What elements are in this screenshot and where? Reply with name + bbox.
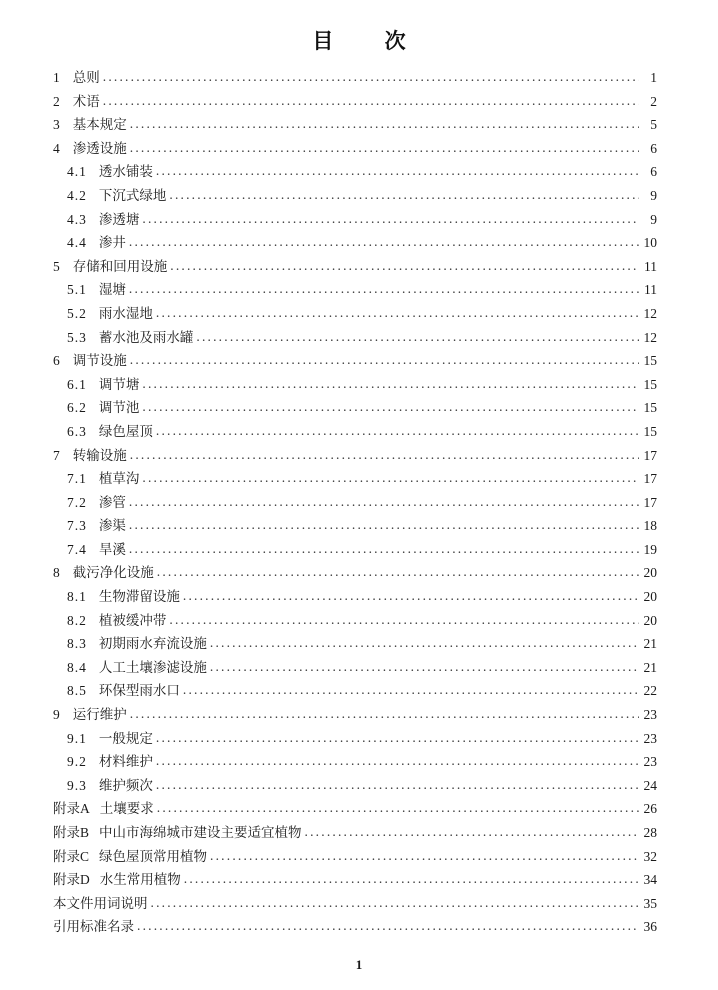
toc-entry-number: 附录A: [53, 801, 90, 817]
toc-entry-title: 环保型雨水口: [98, 683, 180, 700]
toc-entry-page: 15: [643, 376, 657, 392]
toc-entry-title: 渗渠: [98, 518, 126, 535]
toc-entry-page: 18: [643, 518, 657, 534]
toc-entry[interactable]: [53, 727, 657, 751]
dot-leader: [103, 89, 639, 113]
toc-entry-number: 8.4: [67, 659, 87, 675]
toc-entry-page: 20: [643, 589, 657, 605]
toc-entry-title: 调节塘: [98, 376, 140, 393]
toc-entry[interactable]: [53, 467, 657, 491]
toc-entry-number: 5.3: [67, 329, 87, 345]
toc-entry-number: 4.2: [67, 187, 87, 203]
dot-leader: [156, 726, 639, 750]
dot-leader: [169, 608, 639, 632]
toc-entry-title: 存储和回用设施: [72, 258, 168, 275]
toc-entry-page: 24: [643, 777, 657, 793]
toc-entry-title: 术语: [72, 93, 100, 110]
toc-entry-page: 21: [643, 636, 657, 652]
toc-entry-page: 23: [643, 707, 657, 723]
toc-entry-page: 11: [644, 282, 657, 298]
toc-entry[interactable]: [53, 538, 657, 562]
toc-entry[interactable]: [53, 66, 657, 90]
dot-leader: [210, 631, 639, 655]
toc-entry-number: 7.3: [67, 518, 87, 534]
toc-entry-title: 湿塘: [98, 282, 126, 299]
toc-entry-page: 5: [650, 117, 657, 133]
toc-entry-number: 8.1: [67, 589, 87, 605]
toc-entry-title: 生物滞留设施: [98, 589, 180, 606]
dot-leader: [170, 254, 639, 278]
toc-entry-title: 基本规定: [72, 117, 127, 134]
toc-entry[interactable]: [53, 373, 657, 397]
dot-leader: [142, 372, 639, 396]
toc-entry-number: 4: [53, 140, 61, 156]
toc-entry-number: 9.2: [67, 754, 87, 770]
toc-entry-number: 4.3: [67, 211, 87, 227]
dot-leader: [157, 796, 639, 820]
toc-entry-title: 透水铺装: [98, 164, 153, 181]
toc-entry-page: 26: [643, 801, 657, 817]
dot-leader: [210, 655, 639, 679]
toc-entry[interactable]: [53, 514, 657, 538]
toc-entry-title: 蓄水池及雨水罐: [98, 329, 194, 346]
toc-entry[interactable]: [53, 750, 657, 774]
toc-entry-number: 8: [53, 565, 61, 581]
toc-entry-number: 附录D: [53, 872, 90, 888]
toc-entry-title: 调节池: [98, 400, 140, 417]
toc-entry[interactable]: [53, 491, 657, 515]
toc-entry-page: 22: [643, 683, 657, 699]
toc-entry-page: 10: [643, 235, 657, 251]
dot-leader: [183, 584, 639, 608]
toc-entry-title: 初期雨水弃流设施: [98, 636, 207, 653]
toc-entry-page: 20: [643, 565, 657, 581]
toc-entry[interactable]: [53, 845, 657, 869]
dot-leader: [129, 230, 639, 254]
dot-leader: [103, 65, 639, 89]
dot-leader: [137, 914, 639, 938]
toc-entry-number: 8.5: [67, 683, 87, 699]
toc-entry-page: 12: [643, 305, 657, 321]
toc-entry-number: 9: [53, 707, 61, 723]
dot-leader: [157, 560, 639, 584]
toc-entry[interactable]: [53, 679, 657, 703]
toc-entry-page: 9: [650, 187, 657, 203]
toc-entry-number: 5: [53, 258, 61, 274]
toc-entry-number: 9.1: [67, 730, 87, 746]
toc-entry-number: 5.1: [67, 282, 87, 298]
toc-entry-page: 23: [643, 754, 657, 770]
dot-leader: [156, 159, 639, 183]
dot-leader: [142, 395, 639, 419]
toc-entry-title: 雨水湿地: [98, 305, 153, 322]
dot-leader: [156, 773, 639, 797]
dot-leader: [129, 537, 639, 561]
toc-entry[interactable]: [53, 868, 657, 892]
toc-entry-page: 15: [643, 353, 657, 369]
toc-entry-title: 材料维护: [98, 754, 153, 771]
toc-entry[interactable]: [53, 915, 657, 939]
toc-entry-title: 一般规定: [98, 730, 153, 747]
toc-entry-title: 引用标准名录: [53, 919, 134, 936]
toc-entry-number: 附录C: [53, 848, 90, 864]
toc-entry-page: 36: [643, 919, 657, 935]
toc-entry-page: 23: [643, 730, 657, 746]
toc-entry[interactable]: [53, 137, 657, 161]
toc-entry-title: 人工土壤渗滤设施: [98, 659, 207, 676]
toc-entry-page: 6: [650, 140, 657, 156]
toc-entry-number: 9.3: [67, 777, 87, 793]
toc-entry-title: 维护频次: [98, 777, 153, 794]
toc-entry-title: 转输设施: [72, 447, 127, 464]
toc-entry[interactable]: [53, 302, 657, 326]
toc-entry[interactable]: [53, 231, 657, 255]
toc-entry[interactable]: [53, 208, 657, 232]
toc-entry-title: 调节设施: [72, 353, 127, 370]
dot-leader: [130, 112, 639, 136]
toc-entry-page: 15: [643, 400, 657, 416]
toc-entry-title: 本文件用词说明: [53, 895, 148, 912]
toc-entry-page: 1: [650, 70, 657, 85]
toc-entry-number: 7.1: [67, 471, 87, 487]
toc-entry[interactable]: [53, 420, 657, 444]
toc-entry[interactable]: [53, 892, 657, 916]
toc-entry-title: 渗透设施: [72, 140, 127, 157]
toc-entry-number: 1: [53, 70, 61, 85]
toc-entry-title: 土壤要求: [99, 801, 154, 818]
toc-entry-page: 17: [643, 494, 657, 510]
toc-entry-page: 17: [643, 471, 657, 487]
toc-entry-number: 5.2: [67, 305, 87, 321]
dot-leader: [130, 443, 639, 467]
dot-leader: [151, 891, 640, 915]
toc-entry[interactable]: [53, 255, 657, 279]
toc-entry-page: 21: [643, 659, 657, 675]
toc-entry-page: 17: [643, 447, 657, 463]
toc-entry[interactable]: [53, 326, 657, 350]
toc-entry[interactable]: [53, 585, 657, 609]
toc-entry-number: 6.1: [67, 376, 87, 392]
toc-entry[interactable]: [53, 703, 657, 727]
toc-entry-page: 15: [643, 423, 657, 439]
dot-leader: [156, 301, 639, 325]
page-title: 目 次: [312, 28, 428, 53]
toc-entry-title: 渗管: [98, 494, 126, 511]
dot-leader: [129, 277, 639, 301]
toc-entry-title: 旱溪: [98, 541, 126, 558]
toc-entry-title: 总则: [72, 70, 100, 86]
toc-entry[interactable]: [53, 821, 657, 845]
dot-leader: [184, 867, 639, 891]
toc-entry[interactable]: [53, 349, 657, 373]
toc-entry-number: 4.4: [67, 235, 87, 251]
toc-entry[interactable]: [53, 160, 657, 184]
toc-entry-number: 8.3: [67, 636, 87, 652]
dot-leader: [129, 513, 639, 537]
toc-entry-number: 4.1: [67, 164, 87, 180]
toc-entry-title: 绿色屋顶: [98, 423, 153, 440]
toc-entry-number: 6.2: [67, 400, 87, 416]
toc-entry-page: 20: [643, 612, 657, 628]
dot-leader: [305, 820, 639, 844]
toc-entry-page: 34: [643, 872, 657, 888]
toc-entry-title: 截污净化设施: [72, 565, 154, 582]
toc-entry[interactable]: [53, 797, 657, 821]
toc-entry[interactable]: [53, 561, 657, 585]
dot-leader: [130, 702, 639, 726]
toc-entry-page: 35: [643, 895, 657, 911]
toc-entry[interactable]: [53, 774, 657, 798]
toc-entry-title: 运行维护: [72, 707, 127, 724]
toc-entry[interactable]: [53, 656, 657, 680]
toc-entry-number: 6: [53, 353, 61, 369]
dot-leader: [156, 749, 639, 773]
toc-entry-page: 19: [643, 541, 657, 557]
dot-leader: [196, 325, 639, 349]
toc-entry-title: 水生常用植物: [99, 872, 181, 889]
toc-entry-title: 中山市海绵城市建设主要适宜植物: [99, 825, 302, 841]
toc-entry-number: 7: [53, 447, 61, 463]
toc-entry[interactable]: [53, 184, 657, 208]
toc-entry-page: 6: [650, 164, 657, 180]
toc-entry-number: 2: [53, 93, 61, 109]
toc-entry[interactable]: [53, 632, 657, 656]
toc-entry-title: 植草沟: [98, 471, 140, 488]
dot-leader: [130, 136, 639, 160]
toc-entry-title: 渗井: [98, 235, 126, 252]
toc-entry-number: 8.2: [67, 612, 87, 628]
dot-leader: [130, 348, 639, 372]
toc-entry-number: 7.4: [67, 541, 87, 557]
toc-entry-page: 2: [650, 93, 657, 109]
page-number: 1: [355, 957, 363, 972]
dot-leader: [169, 183, 639, 207]
dot-leader: [142, 207, 639, 231]
toc-entry-page: 28: [643, 825, 657, 840]
toc-entry-number: 附录B: [53, 825, 90, 840]
table-of-contents: [53, 66, 657, 939]
toc-entry[interactable]: [53, 444, 657, 468]
toc-entry[interactable]: [53, 113, 657, 137]
toc-entry[interactable]: [53, 90, 657, 114]
toc-entry-number: 7.2: [67, 494, 87, 510]
toc-entry-page: 9: [650, 211, 657, 227]
toc-entry-page: 32: [643, 848, 657, 864]
toc-entry-number: 6.3: [67, 423, 87, 439]
toc-entry-number: 3: [53, 117, 61, 133]
toc-entry-page: 11: [644, 258, 657, 274]
toc-entry-title: 渗透塘: [98, 211, 140, 228]
toc-entry-title: 植被缓冲带: [98, 612, 167, 629]
dot-leader: [129, 490, 639, 514]
dot-leader: [183, 678, 639, 702]
toc-entry-title: 绿色屋顶常用植物: [99, 848, 208, 865]
toc-entry-page: 12: [643, 329, 657, 345]
dot-leader: [210, 844, 639, 868]
toc-entry-title: 下沉式绿地: [98, 187, 167, 204]
dot-leader: [142, 466, 639, 490]
dot-leader: [156, 419, 639, 443]
toc-entry[interactable]: [53, 278, 657, 302]
toc-entry[interactable]: [53, 396, 657, 420]
toc-entry[interactable]: [53, 609, 657, 633]
